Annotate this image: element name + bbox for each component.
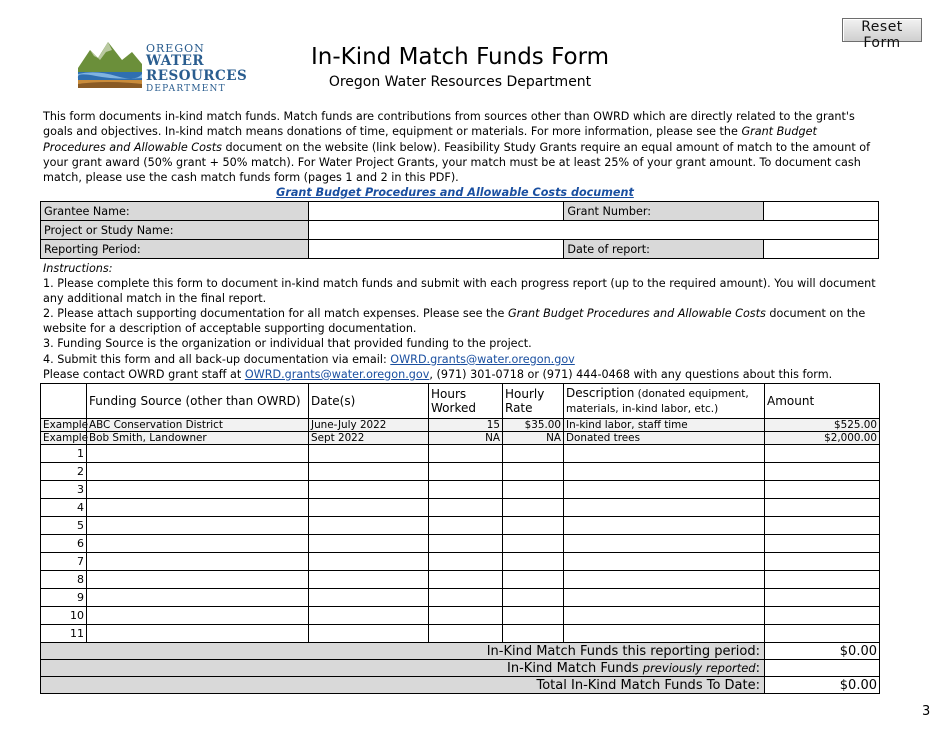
email-link-2[interactable]: OWRD.grants@water.oregon.gov: [244, 367, 430, 381]
example-hours: 15: [429, 419, 503, 432]
grant-number-field[interactable]: [764, 202, 879, 221]
funding-source-input[interactable]: [87, 535, 309, 553]
header-description-main: Description: [566, 386, 635, 400]
table-row: [41, 571, 880, 589]
amount-input[interactable]: [765, 571, 880, 589]
dates-input[interactable]: [309, 607, 429, 625]
grand-total-label: Total In-Kind Match Funds To Date:: [41, 677, 765, 694]
table-row: [41, 607, 880, 625]
owrd-logo: [76, 38, 248, 94]
example-dates: Sept 2022: [309, 432, 429, 445]
rate-input[interactable]: [503, 607, 564, 625]
example-label: Example: [41, 432, 87, 445]
rate-input[interactable]: [503, 445, 564, 463]
example-source: Bob Smith, Landowner: [87, 432, 309, 445]
instructions-heading: Instructions:: [43, 262, 113, 275]
instruction-3: 3. Funding Source is the organization or individual that provided funding to the project.: [43, 337, 532, 351]
hours-input[interactable]: [429, 535, 503, 553]
description-input[interactable]: [564, 499, 765, 517]
row-number: 11: [41, 625, 87, 643]
funding-source-input[interactable]: [87, 499, 309, 517]
amount-input[interactable]: [765, 589, 880, 607]
dates-input[interactable]: [309, 589, 429, 607]
previous-total-label: [41, 660, 765, 677]
rate-input[interactable]: [503, 625, 564, 643]
dates-input[interactable]: [309, 535, 429, 553]
intro-paragraph: [43, 109, 883, 185]
amount-input[interactable]: [765, 463, 880, 481]
dates-input[interactable]: [309, 481, 429, 499]
amount-input[interactable]: [765, 445, 880, 463]
contact-text-b: , (971) 301-0718 or (971) 444-0468 with any questions about this form.: [429, 367, 833, 381]
logo-line-department: DEPARTMENT: [146, 84, 226, 94]
table-row: [41, 463, 880, 481]
reporting-period-label: Reporting Period:: [41, 240, 309, 259]
description-input[interactable]: [564, 535, 765, 553]
hours-input[interactable]: [429, 445, 503, 463]
description-input[interactable]: [564, 463, 765, 481]
period-total-label: In-Kind Match Funds this reporting period:: [41, 643, 765, 660]
rate-input[interactable]: [503, 463, 564, 481]
grantee-name-label: Grantee Name:: [41, 202, 309, 221]
period-total-value[interactable]: $0.00: [765, 643, 880, 660]
row-number: 9: [41, 589, 87, 607]
dates-input[interactable]: [309, 553, 429, 571]
rate-input[interactable]: [503, 481, 564, 499]
instruction-2b: document on the website for a description of acceptable supporting documentation.: [43, 307, 866, 336]
rate-input[interactable]: [503, 499, 564, 517]
email-link-1[interactable]: OWRD.grants@water.oregon.gov: [390, 352, 575, 366]
page-number: 3: [922, 704, 931, 719]
amount-input[interactable]: [765, 499, 880, 517]
example-rate: NA: [503, 432, 564, 445]
date-of-report-field[interactable]: [764, 240, 879, 259]
description-input[interactable]: [564, 607, 765, 625]
instruction-2-italic: Grant Budget Procedures and Allowable Costs: [507, 307, 766, 321]
funding-source-input[interactable]: [87, 445, 309, 463]
reset-form-button[interactable]: Reset Form: [842, 18, 922, 42]
dates-input[interactable]: [309, 445, 429, 463]
hours-input[interactable]: [429, 499, 503, 517]
instructions: [43, 261, 883, 382]
table-row: [41, 499, 880, 517]
amount-input[interactable]: [765, 625, 880, 643]
dates-input[interactable]: [309, 499, 429, 517]
instruction-2a: 2. Please attach supporting documentation for all match expenses. Please see the: [43, 307, 508, 321]
dates-input[interactable]: [309, 463, 429, 481]
row-number: 6: [41, 535, 87, 553]
intro-text-1: This form documents in-kind match funds. Match funds are contributions from sources other than OWRD which are directly related to the grant's goals and objectives. In-kind match means donations of time, equipment or materials. For more information, please see the: [43, 110, 855, 139]
example-source: ABC Conservation District: [87, 419, 309, 432]
description-input[interactable]: [564, 481, 765, 499]
example-row: [41, 419, 880, 432]
funding-source-input[interactable]: [87, 481, 309, 499]
hours-input[interactable]: [429, 589, 503, 607]
row-number: 8: [41, 571, 87, 589]
grantee-info-table: [40, 201, 879, 259]
previous-total-value[interactable]: [765, 660, 880, 677]
amount-input[interactable]: [765, 481, 880, 499]
table-row: [41, 589, 880, 607]
dates-input[interactable]: [309, 517, 429, 535]
header-blank: [41, 384, 87, 419]
intro-italic-doc: Grant Budget Procedures and Allowable Costs: [43, 125, 817, 154]
description-input[interactable]: [564, 571, 765, 589]
example-row: [41, 432, 880, 445]
funding-source-input[interactable]: [87, 607, 309, 625]
description-input[interactable]: [564, 625, 765, 643]
intro-text-2: document on the website (link below). Feasibility Study Grants require an equal amount of match to the amount of your grant award (50% grant + 50% match). For Water Project Grants, your match must be at least 25% of your grant amount. To document cash match, please use the cash match funds form (pages 1 and 2 in this PDF).: [43, 140, 871, 185]
example-hours: NA: [429, 432, 503, 445]
amount-input[interactable]: [765, 535, 880, 553]
example-amount: $2,000.00: [765, 432, 880, 445]
grant-number-label: Grant Number:: [564, 202, 764, 221]
hours-input[interactable]: [429, 625, 503, 643]
rate-input[interactable]: [503, 535, 564, 553]
previous-label-a: In-Kind Match Funds: [507, 660, 643, 676]
period-total-row: [41, 643, 880, 660]
table-row: [41, 481, 880, 499]
header-description: [564, 384, 765, 419]
form-title: In-Kind Match Funds Form: [310, 44, 610, 70]
description-input[interactable]: [564, 589, 765, 607]
logo-line-water: WATER: [146, 53, 205, 69]
hours-input[interactable]: [429, 607, 503, 625]
table-header-row: [41, 384, 880, 419]
funding-source-input[interactable]: [87, 625, 309, 643]
example-description: Donated trees: [564, 432, 765, 445]
funding-source-input[interactable]: [87, 517, 309, 535]
amount-input[interactable]: [765, 553, 880, 571]
header-hours-worked: Hours Worked: [429, 384, 503, 419]
table-row: [41, 553, 880, 571]
budget-procedures-link[interactable]: Grant Budget Procedures and Allowable Costs document: [276, 186, 634, 199]
contact-text-a: Please contact OWRD grant staff at: [43, 367, 245, 381]
grand-total-row: [41, 677, 880, 694]
form-subtitle: Oregon Water Resources Department: [328, 74, 592, 90]
rate-input[interactable]: [503, 571, 564, 589]
example-rate: $35.00: [503, 419, 564, 432]
hours-input[interactable]: [429, 481, 503, 499]
dates-input[interactable]: [309, 571, 429, 589]
row-number: 5: [41, 517, 87, 535]
hours-input[interactable]: [429, 571, 503, 589]
funding-source-input[interactable]: [87, 571, 309, 589]
description-input[interactable]: [564, 445, 765, 463]
table-row: [41, 517, 880, 535]
rate-input[interactable]: [503, 553, 564, 571]
example-description: In-kind labor, staff time: [564, 419, 765, 432]
row-number: 2: [41, 463, 87, 481]
row-number: 1: [41, 445, 87, 463]
match-funds-table: [40, 383, 880, 694]
project-name-field[interactable]: [308, 221, 878, 240]
table-row: [41, 625, 880, 643]
row-number: 3: [41, 481, 87, 499]
example-amount: $525.00: [765, 419, 880, 432]
reporting-period-field[interactable]: [308, 240, 564, 259]
funding-source-input[interactable]: [87, 463, 309, 481]
header-funding-source: Funding Source (other than OWRD): [87, 384, 309, 419]
funding-source-input[interactable]: [87, 553, 309, 571]
instruction-1: 1. Please complete this form to document in-kind match funds and submit with each progress report (up to the required amount). You will document any additional match in the final report.: [43, 277, 876, 306]
amount-input[interactable]: [765, 607, 880, 625]
previous-total-row: [41, 660, 880, 677]
previous-label-b: :: [755, 660, 760, 676]
dates-input[interactable]: [309, 625, 429, 643]
description-input[interactable]: [564, 553, 765, 571]
date-of-report-label: Date of report:: [564, 240, 764, 259]
grand-total-value[interactable]: $0.00: [765, 677, 880, 694]
amount-input[interactable]: [765, 517, 880, 535]
header-amount: Amount: [765, 384, 880, 419]
previous-label-italic: previously reported: [642, 660, 756, 675]
table-row: [41, 445, 880, 463]
grantee-name-field[interactable]: [308, 202, 564, 221]
row-number: 4: [41, 499, 87, 517]
project-name-label: Project or Study Name:: [41, 221, 309, 240]
hours-input[interactable]: [429, 463, 503, 481]
header-dates: Date(s): [309, 384, 429, 419]
funding-source-input[interactable]: [87, 589, 309, 607]
row-number: 10: [41, 607, 87, 625]
logo-line-resources: RESOURCES: [146, 67, 248, 84]
example-label: Example: [41, 419, 87, 432]
table-row: [41, 535, 880, 553]
landscape-logo-icon: [76, 38, 144, 92]
header-hourly-rate: Hourly Rate: [503, 384, 564, 419]
logo-line-oregon: OREGON: [146, 42, 205, 55]
example-dates: June-July 2022: [309, 419, 429, 432]
row-number: 7: [41, 553, 87, 571]
instruction-4: 4. Submit this form and all back-up documentation via email:: [43, 352, 391, 366]
hours-input[interactable]: [429, 553, 503, 571]
hours-input[interactable]: [429, 517, 503, 535]
rate-input[interactable]: [503, 517, 564, 535]
header-description-note: (donated equipment, materials, in-kind labor, etc.): [566, 388, 749, 415]
description-input[interactable]: [564, 517, 765, 535]
rate-input[interactable]: [503, 589, 564, 607]
